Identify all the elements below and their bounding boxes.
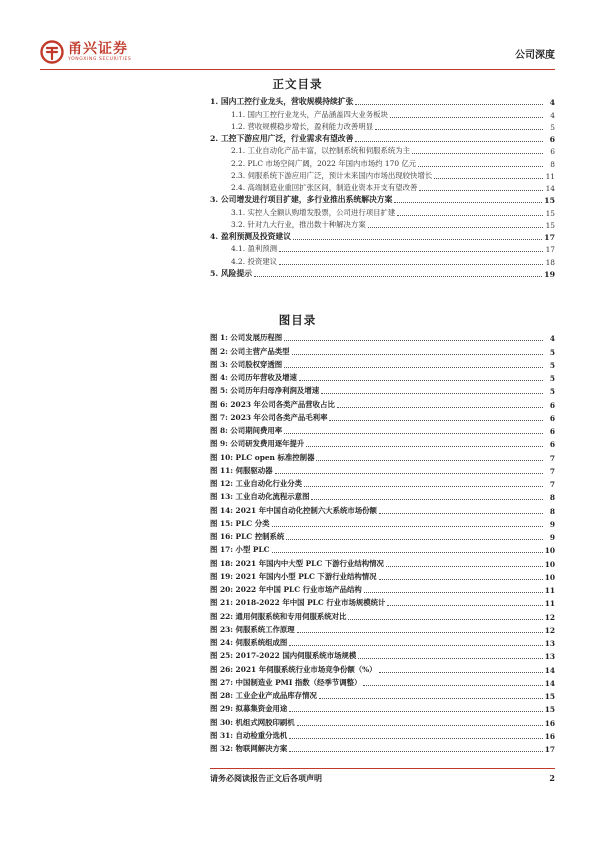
toc-entry-text: 2.4. 高端制造业重回扩张区间，制造业资本开支有望改善 — [231, 183, 418, 192]
figure-entry-text: 图 8: 公司期间费用率 — [210, 426, 283, 435]
figure-entry-page-number: 5 — [549, 347, 555, 357]
figure-entry[interactable] — [210, 701, 555, 714]
figure-entry-text: 图 10: PLC open 标准控制器 — [210, 452, 315, 462]
figure-entry-text: 图 18: 2021 年国内中大型 PLC 下游行业结构情况 — [210, 558, 384, 568]
figure-entry-text: 图 15: PLC 分类 — [210, 518, 270, 528]
dot-leader — [289, 711, 542, 712]
figure-entry-text: 图 3: 公司股权穿透图 — [210, 359, 283, 369]
toc-entry-text: 4. 盈利预测及投资建议 — [210, 232, 292, 241]
toc-entry-text: 5. 风险提示 — [210, 268, 253, 278]
toc-entry-page-number: 15 — [544, 196, 555, 206]
dot-leader — [412, 153, 543, 154]
dot-leader — [358, 658, 542, 659]
figure-entry[interactable] — [210, 608, 555, 621]
figure-entry[interactable] — [210, 635, 555, 648]
figure-entry-page-number: 6 — [549, 427, 555, 436]
dot-leader — [304, 486, 543, 487]
toc-entry-page-number: 15 — [545, 220, 555, 230]
figure-entry-page-number: 6 — [549, 440, 555, 450]
dot-leader — [368, 227, 543, 228]
dot-leader — [387, 605, 542, 606]
toc-section-entry[interactable] — [210, 254, 555, 266]
figure-entry-text: 图 14: 2021 年中国自动化控制六大系统市场份额 — [210, 505, 377, 515]
dot-leader — [355, 104, 543, 105]
figure-entry-page-number: 16 — [544, 718, 555, 728]
figure-entry-text: 图 4: 公司历年营收及增速 — [210, 373, 297, 382]
figure-entry[interactable] — [210, 383, 555, 396]
dot-leader — [299, 380, 543, 381]
figure-entry-text: 图 23: 伺服系统工作原理 — [210, 624, 295, 634]
dot-leader — [284, 367, 543, 368]
toc-section-entry[interactable] — [210, 181, 555, 193]
figure-entry-text: 图 7: 2023 年公司各类产品毛利率 — [210, 412, 328, 422]
figure-entry-page-number: 12 — [544, 612, 555, 622]
dot-leader — [348, 619, 542, 620]
figure-list-title: 图目录 — [278, 313, 317, 327]
dot-leader — [279, 264, 543, 265]
figure-entry-text: 图 21: 2018-2022 年中国 PLC 行业市场规模统计 — [210, 598, 386, 608]
figure-entry-page-number: 4 — [549, 334, 555, 344]
figure-entry-text: 图 22: 通用伺服系统和专用伺服系统对比 — [210, 611, 347, 621]
dot-leader — [329, 420, 543, 421]
dot-leader — [337, 407, 543, 408]
logo-en-text: YONGXING SECURITIES — [68, 56, 132, 62]
toc-entry-page-number: 5 — [550, 122, 555, 132]
figure-entry-page-number: 14 — [544, 665, 555, 675]
figure-entry-page-number: 11 — [544, 599, 555, 609]
toc-entry-text: 2.2. PLC 市场空间广阔，2022 年国内市场约 170 亿元 — [231, 158, 417, 168]
dot-leader — [355, 141, 543, 142]
toc-entry-page-number: 17 — [544, 233, 555, 242]
figure-entry[interactable] — [210, 410, 555, 423]
figure-entry-page-number: 8 — [549, 506, 555, 516]
dot-leader — [289, 751, 542, 752]
figure-entry[interactable] — [210, 449, 555, 462]
toc-entry-page-number: 4 — [549, 98, 555, 108]
toc-section-entry[interactable] — [210, 156, 555, 168]
figure-entry[interactable] — [210, 542, 555, 555]
figure-entry-page-number: 6 — [549, 413, 555, 423]
figure-entry-text: 图 32: 物联网解决方案 — [210, 744, 288, 753]
dot-leader — [284, 433, 543, 434]
toc-entry-text: 2. 工控下游应用广泛，行业需求有望改善 — [210, 134, 354, 143]
dot-leader — [319, 698, 543, 699]
figure-entry-text: 图 27: 中国制造业 PMI 指数（经季节调整） — [210, 677, 362, 687]
toc-list — [210, 95, 555, 279]
figure-entry-page-number: 16 — [544, 731, 555, 741]
yongxing-logo-icon — [40, 40, 64, 64]
figure-entry-text: 图 19: 2021 年国内小型 PLC 下游行业结构情况 — [210, 571, 377, 581]
figure-entry-text: 图 30: 机组式网胶印刷机 — [210, 717, 295, 727]
figure-entry-page-number: 15 — [544, 705, 555, 715]
page-header — [40, 36, 555, 70]
figure-entry[interactable] — [210, 343, 555, 356]
figure-entry[interactable] — [210, 529, 555, 542]
figure-entry-text: 图 9: 公司研发费用逐年提升 — [210, 439, 305, 449]
figure-entry[interactable] — [210, 489, 555, 502]
toc-entry-text: 4.2. 投资建议 — [231, 256, 278, 266]
figure-entry-text: 图 12: 工业自动化行业分类 — [210, 479, 303, 488]
toc-entry-page-number: 11 — [545, 171, 555, 181]
figure-entry-text: 图 24: 伺服系统组成图 — [210, 638, 288, 647]
figure-entry-page-number: 12 — [544, 625, 555, 635]
figure-entry-page-number: 17 — [544, 745, 555, 754]
toc-entry-text: 1.1. 国内工控行业龙头，产品涵盖四大业务板块 — [231, 109, 388, 119]
figure-entry-text: 图 28: 工业企业产成品库存情况 — [210, 691, 317, 700]
figure-entry-page-number: 5 — [549, 387, 555, 397]
toc-section-entry[interactable] — [210, 144, 555, 156]
figure-entry-page-number: 10 — [544, 572, 555, 582]
figure-entry-text: 图 16: PLC 控制系统 — [210, 532, 285, 541]
dot-leader — [418, 166, 543, 167]
figure-entry[interactable] — [210, 661, 555, 674]
dot-leader — [419, 190, 543, 191]
figure-entry[interactable] — [210, 436, 555, 449]
dot-leader — [272, 552, 543, 553]
figure-entry[interactable] — [210, 370, 555, 383]
figure-entry[interactable] — [210, 728, 555, 741]
toc-section-entry[interactable] — [210, 218, 555, 230]
toc-chapter-entry[interactable] — [210, 132, 555, 144]
toc-chapter-entry[interactable] — [210, 95, 555, 107]
dot-leader — [284, 340, 543, 341]
toc-entry-text: 2.3. 伺服系统下游应用广泛，预计未来国内市场出现较快增长 — [231, 170, 433, 180]
dot-leader — [279, 251, 543, 252]
toc-entry-text: 2.1. 工业自动化产品丰富，以控制系统和伺服系统为主 — [231, 146, 411, 156]
doc-type-label: 公司深度 — [515, 50, 555, 61]
figure-entry-page-number: 7 — [549, 466, 555, 476]
figure-entry-page-number: 7 — [549, 480, 555, 489]
page-footer — [210, 768, 555, 782]
toc-entry-page-number: 19 — [544, 269, 555, 279]
dot-leader — [272, 526, 543, 527]
figure-entry[interactable] — [210, 688, 555, 701]
toc-entry-text: 3.2. 针对九大行业，推出数十种解决方案 — [231, 219, 366, 229]
figure-entry[interactable] — [210, 675, 555, 688]
toc-entry-text: 3. 公司增发进行项目扩建，多行业推出系统解决方案 — [210, 195, 393, 205]
figure-entry-page-number: 9 — [549, 519, 555, 529]
figure-entry-page-number: 5 — [549, 374, 555, 383]
toc-entry-text: 3.1. 实控人全额认购增发股票，公司进行项目扩建 — [231, 207, 396, 217]
dot-leader — [297, 725, 543, 726]
toc-entry-page-number: 8 — [550, 159, 555, 169]
figure-entry-text: 图 1: 公司发展历程图 — [210, 333, 283, 343]
header-divider — [40, 69, 555, 70]
toc-entry-page-number: 15 — [545, 208, 555, 218]
figure-entry-text: 图 25: 2017-2022 国内伺服系统市场规模 — [210, 651, 357, 661]
dot-leader — [306, 446, 543, 447]
dot-leader — [363, 685, 542, 686]
figure-entry-text: 图 17: 小型 PLC — [210, 545, 270, 555]
toc-title: 正文目录 — [272, 77, 323, 91]
toc-entry-page-number: 17 — [545, 245, 555, 255]
figure-entry[interactable] — [210, 423, 555, 436]
dot-leader — [379, 579, 543, 580]
toc-entry-page-number: 14 — [545, 184, 555, 193]
toc-section-entry[interactable] — [210, 120, 555, 132]
figure-entry[interactable] — [210, 516, 555, 529]
dot-leader — [386, 566, 543, 567]
dot-leader — [275, 473, 543, 474]
figure-entry[interactable] — [210, 463, 555, 476]
figure-entry-page-number: 8 — [549, 493, 555, 503]
toc-section-entry[interactable] — [210, 169, 555, 181]
figure-entry-text: 图 5: 公司历年归母净利润及增速 — [210, 386, 320, 396]
toc-section-entry[interactable] — [210, 205, 555, 217]
figure-entry-page-number: 13 — [544, 639, 555, 648]
toc-chapter-entry[interactable] — [210, 193, 555, 205]
company-logo — [40, 40, 131, 64]
figure-entry-page-number: 15 — [544, 692, 555, 701]
dot-leader — [434, 178, 543, 179]
figure-entry[interactable] — [210, 476, 555, 489]
toc-entry-text: 4.1. 盈利预测 — [231, 244, 278, 254]
figure-entry[interactable] — [210, 582, 555, 595]
figure-entry[interactable] — [210, 648, 555, 661]
figure-entry[interactable] — [210, 502, 555, 515]
figure-entry[interactable] — [210, 569, 555, 582]
footer-disclaimer: 请务必阅读报告正文后各项声明 — [210, 773, 322, 783]
figure-entry[interactable] — [210, 555, 555, 568]
figure-entry-text: 图 6: 2023 年公司各类产品营收占比 — [210, 399, 335, 409]
dot-leader — [316, 460, 543, 461]
figure-entry-text: 图 2: 公司主营产品类型 — [210, 346, 290, 356]
toc-entry-page-number: 6 — [550, 147, 555, 157]
toc-entry-page-number: 18 — [545, 257, 555, 267]
figure-entry[interactable] — [210, 714, 555, 727]
toc-entry-text: 1.2. 营收规模稳步增长，盈利能力改善明显 — [231, 121, 374, 131]
dot-leader — [364, 592, 543, 593]
figure-entry-page-number: 10 — [544, 546, 555, 556]
dot-leader — [375, 129, 543, 130]
figure-entry-text: 图 31: 自动检重分选机 — [210, 730, 288, 740]
figure-entry[interactable] — [210, 622, 555, 635]
figure-entry[interactable] — [210, 330, 555, 343]
dot-leader — [292, 354, 543, 355]
dot-leader — [293, 239, 542, 240]
toc-entry-text: 1. 国内工控行业龙头，营收规模持续扩张 — [210, 97, 354, 107]
dot-leader — [297, 632, 543, 633]
figure-entry[interactable] — [210, 595, 555, 608]
dot-leader — [289, 645, 542, 646]
dot-leader — [286, 539, 543, 540]
dot-leader — [379, 672, 543, 673]
figure-entry-text: 图 11: 伺服驱动器 — [210, 465, 273, 475]
dot-leader — [394, 202, 542, 203]
figure-entry-page-number: 6 — [549, 400, 555, 410]
figure-entry-text: 图 29: 拟募集资金用途 — [210, 704, 288, 714]
figure-entry-text: 图 26: 2021 年伺服系统行业市场竞争份额（%） — [210, 664, 377, 674]
figure-entry[interactable] — [210, 741, 555, 754]
figure-entry-page-number: 13 — [544, 652, 555, 662]
page-number: 2 — [549, 773, 555, 783]
figure-entry-page-number: 5 — [549, 360, 555, 370]
dot-leader — [379, 513, 543, 514]
toc-section-entry[interactable] — [210, 242, 555, 254]
figure-entry-page-number: 10 — [544, 559, 555, 569]
dot-leader — [289, 738, 542, 739]
figure-entry-page-number: 7 — [549, 453, 555, 463]
dot-leader — [311, 499, 543, 500]
logo-cn-text: 甬兴证券 — [68, 40, 128, 57]
toc-entry-page-number: 4 — [550, 110, 555, 120]
figure-entry-page-number: 11 — [544, 586, 555, 595]
figure-entry[interactable] — [210, 357, 555, 370]
toc-chapter-entry[interactable] — [210, 267, 555, 279]
figure-entry-page-number: 14 — [544, 678, 555, 688]
figure-entry-page-number: 9 — [549, 533, 555, 542]
figure-entry[interactable] — [210, 396, 555, 409]
dot-leader — [397, 215, 543, 216]
figure-entry-text: 图 20: 2022 年中国 PLC 行业市场产品结构 — [210, 585, 362, 594]
toc-section-entry[interactable] — [210, 107, 555, 119]
figure-list — [210, 330, 555, 754]
toc-entry-page-number: 6 — [549, 135, 555, 144]
dot-leader — [321, 393, 543, 394]
toc-chapter-entry[interactable] — [210, 230, 555, 242]
dot-leader — [390, 117, 543, 118]
dot-leader — [254, 276, 542, 277]
figure-entry-text: 图 13: 工业自动化流程示意图 — [210, 492, 310, 502]
